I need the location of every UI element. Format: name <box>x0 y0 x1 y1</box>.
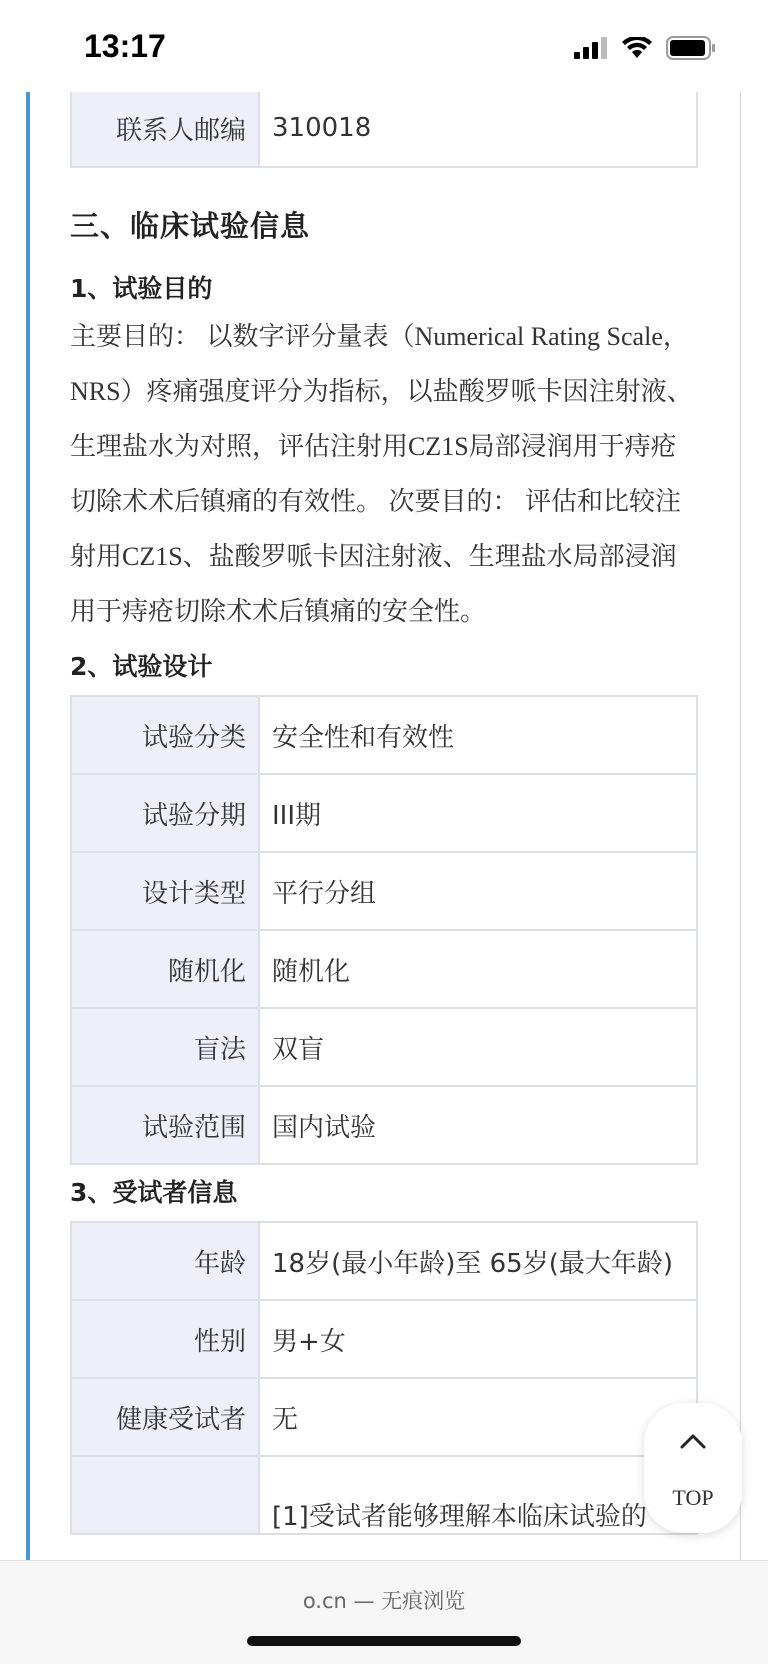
section-title: 三、临床试验信息 <box>70 209 311 243</box>
table-value: 安全性和有效性 <box>259 696 697 774</box>
table-key: 健康受试者 <box>71 1378 259 1456</box>
table-key: 试验范围 <box>71 1086 259 1164</box>
table-key: 盲法 <box>71 1008 259 1086</box>
table-key: 设计类型 <box>71 852 259 930</box>
table-row <box>71 774 697 852</box>
table-key: 试验分类 <box>71 696 259 774</box>
table-key: 年龄 <box>71 1222 259 1300</box>
table-value: 国内试验 <box>259 1086 697 1164</box>
table-key: 性别 <box>71 1300 259 1378</box>
table-value: 平行分组 <box>259 852 697 930</box>
table-value: 双盲 <box>259 1008 697 1086</box>
table-value: 男+女 <box>259 1300 697 1378</box>
subjects-table <box>70 1221 698 1535</box>
table-value: 随机化 <box>259 930 697 1008</box>
status-icons <box>574 36 716 64</box>
table-row <box>71 1378 697 1456</box>
home-indicator[interactable] <box>247 1636 521 1646</box>
table-value: 无 <box>259 1378 697 1456</box>
back-to-top-button[interactable] <box>644 1403 742 1533</box>
top-label: TOP <box>672 1485 714 1510</box>
table-value: [1]受试者能够理解本临床试验的 <box>259 1456 697 1534</box>
table-value: 18岁(最小年龄)至 65岁(最大年龄) <box>259 1222 697 1300</box>
table-key <box>71 1456 259 1534</box>
table-row <box>71 1300 697 1378</box>
url-address[interactable]: o.cn — 无痕浏览 <box>302 1589 466 1613</box>
design-table <box>70 695 698 1165</box>
subjects-title: 3、受试者信息 <box>70 1178 238 1207</box>
table-row <box>71 696 697 774</box>
chevron-up-icon <box>680 1433 706 1453</box>
status-time: 13:17 <box>84 28 166 64</box>
objective-text: 主要目的： 以数字评分量表（Numerical Rating Scale，NRS）疼痛强度评分为指标，以盐酸罗哌卡因注射液、生理盐水为对照，评估注射用CZ1S局部浸润用于痔疮切除术术后镇痛的有效性。 次要目的： 评估和比较注射用CZ1S、盐酸罗哌卡因注射液、生理盐水局部浸润用于痔疮切除术术后镇痛的安全性。 <box>70 322 693 626</box>
table-row <box>71 930 697 1008</box>
objective-title: 1、试验目的 <box>70 274 213 303</box>
table-key: 试验分期 <box>71 774 259 852</box>
table-row <box>71 1008 697 1086</box>
table-value: 310018 <box>259 92 697 167</box>
contact-table <box>70 92 698 168</box>
design-title: 2、试验设计 <box>70 652 213 681</box>
wifi-icon <box>622 37 652 63</box>
table-row <box>71 1086 697 1164</box>
table-row <box>71 1222 697 1300</box>
table-key: 联系人邮编 <box>71 92 259 167</box>
browser-bottom-bar <box>0 1560 768 1664</box>
table-row <box>71 92 697 167</box>
table-row <box>71 1456 697 1534</box>
page-content <box>26 92 741 1560</box>
cellular-signal-icon <box>574 37 608 63</box>
table-value: III期 <box>259 774 697 852</box>
table-key: 随机化 <box>71 930 259 1008</box>
status-bar <box>0 0 768 92</box>
table-row <box>71 852 697 930</box>
battery-icon <box>666 36 716 64</box>
